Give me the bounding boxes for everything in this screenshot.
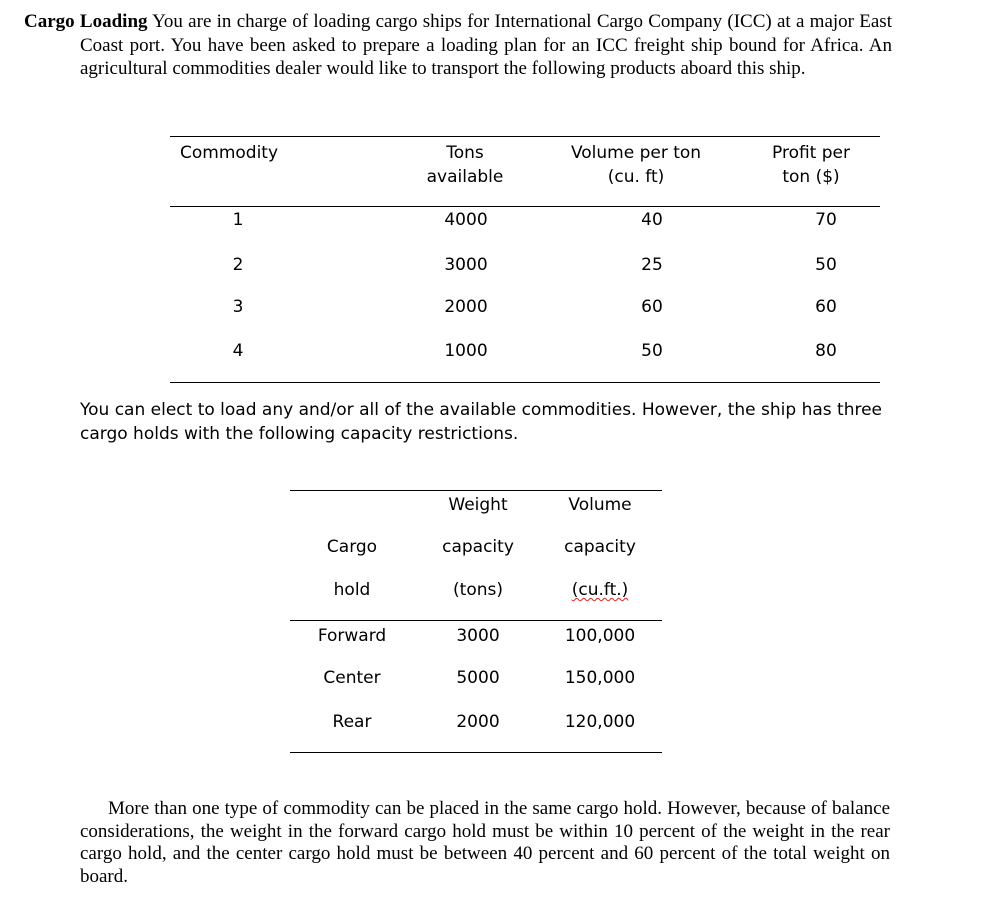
cell-weight: 2000: [456, 712, 500, 732]
mid-paragraph: You can elect to load any and/or all of the available commodities. However, the ship has three cargo holds with the following capacity restrictions.: [80, 400, 883, 444]
header-volume-line2: capacity: [564, 537, 636, 557]
cell-weight: 5000: [456, 668, 500, 688]
cell-volume: 60: [641, 297, 663, 317]
cell-weight: 3000: [456, 626, 500, 646]
cell-tons: 4000: [444, 210, 488, 230]
closing-paragraph: More than one type of commodity can be placed in the same cargo hold. However, because of balance considerations, the weight in the forward cargo hold must be within 10 percent of the weight in the rear cargo hold, and the center cargo hold must be between 40 percent and 60 percent of the total weight on board.: [80, 798, 890, 887]
table-header-rule: [290, 620, 662, 621]
header-weight-line2: capacity: [442, 537, 514, 557]
cell-commodity: 1: [232, 210, 244, 230]
intro-text: You are in charge of loading cargo ships for International Cargo Company (ICC) at a major East Coast port. You have been asked to prepare a loading plan for an ICC freight ship bound for Africa. An agricultural commodities dealer would like to transport the following products aboard this ship.: [80, 11, 892, 79]
header-volume-line2: (cu. ft): [607, 167, 665, 187]
cell-volume: 150,000: [564, 668, 636, 688]
cell-hold: Forward: [317, 626, 387, 646]
problem-title: Cargo Loading: [24, 11, 148, 32]
table-top-rule: [170, 136, 880, 137]
cell-commodity: 3: [232, 297, 244, 317]
cell-tons: 1000: [444, 341, 488, 361]
cell-volume: 25: [641, 255, 663, 275]
commodity-table: [170, 136, 880, 384]
intro-paragraph: [24, 10, 892, 81]
header-profit-line2: ton ($): [782, 167, 840, 187]
header-volume-line3: (cu.ft.): [571, 580, 629, 600]
cell-profit: 50: [815, 255, 837, 275]
header-volume-line1: Volume per ton: [570, 143, 702, 163]
cell-commodity: 2: [232, 255, 244, 275]
table-bottom-rule: [290, 752, 662, 753]
cell-volume: 40: [641, 210, 663, 230]
header-hold-line2: hold: [333, 580, 371, 600]
cell-profit: 60: [815, 297, 837, 317]
table-top-rule: [290, 490, 662, 491]
cell-volume: 100,000: [564, 626, 636, 646]
header-hold-line1: Cargo: [326, 537, 378, 557]
header-profit-line1: Profit per: [772, 143, 850, 163]
table-header-rule: [170, 206, 880, 207]
table-bottom-rule: [170, 382, 880, 383]
header-weight-line3: (tons): [453, 580, 503, 600]
header-tons-line2: available: [426, 167, 504, 187]
header-commodity: Commodity: [180, 143, 279, 163]
header-volume-line1: Volume: [568, 495, 632, 515]
cell-volume: 50: [641, 341, 663, 361]
cell-profit: 70: [815, 210, 837, 230]
cell-tons: 2000: [444, 297, 488, 317]
header-tons-line1: Tons: [446, 143, 484, 163]
cell-hold: Center: [323, 668, 381, 688]
cell-commodity: 4: [232, 341, 244, 361]
cell-tons: 3000: [444, 255, 488, 275]
cell-profit: 80: [815, 341, 837, 361]
cell-volume: 120,000: [564, 712, 636, 732]
header-weight-line1: Weight: [448, 495, 508, 515]
cargo-hold-table: [290, 490, 662, 754]
cell-hold: Rear: [332, 712, 372, 732]
